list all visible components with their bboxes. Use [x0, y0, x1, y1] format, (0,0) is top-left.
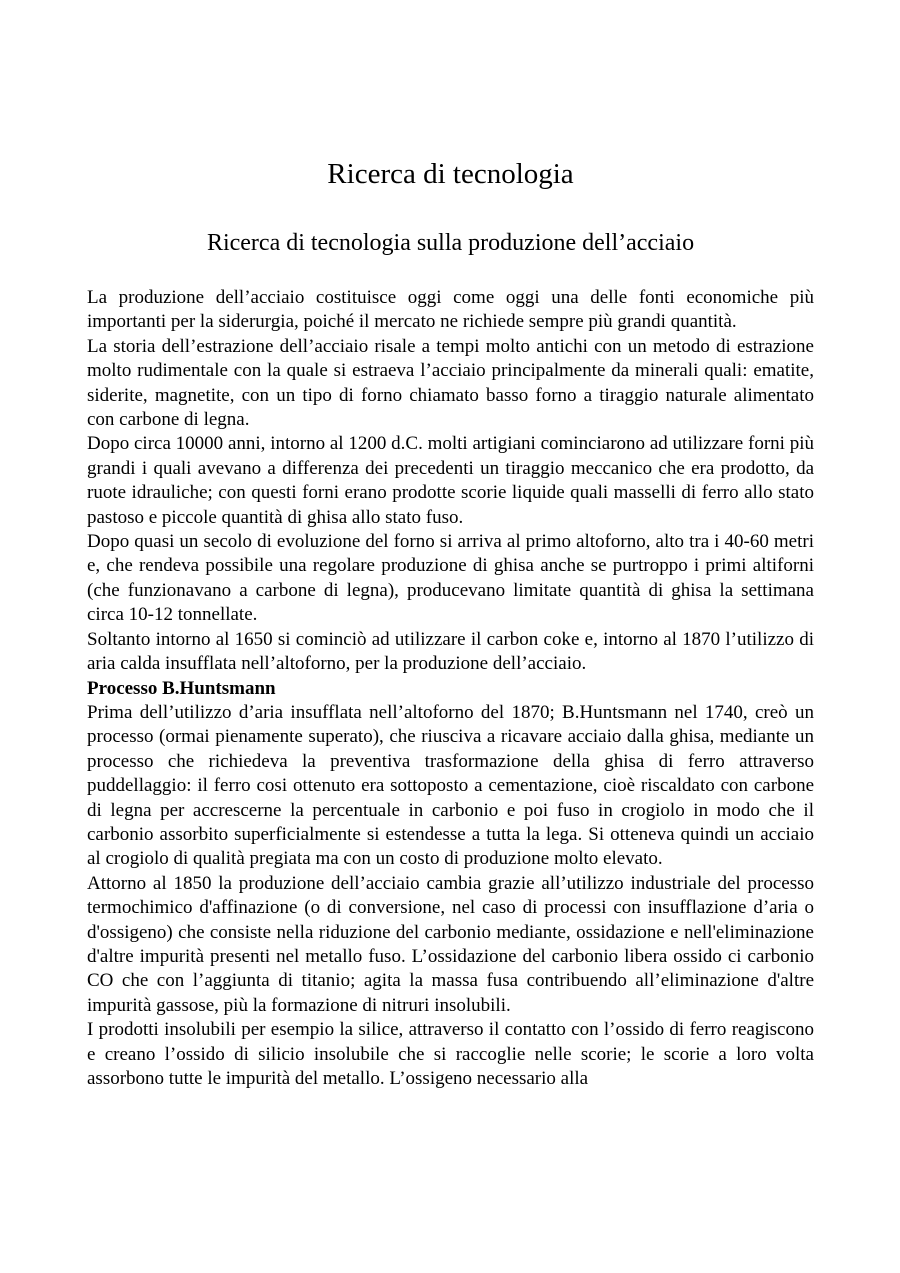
paragraph: La produzione dell’acciaio costituisce oggi come oggi una delle fonti economiche più importanti per la siderurgia, poiché il mercato ne richiede sempre più grandi quantità. [87, 287, 814, 333]
paragraph: I prodotti insolubili per esempio la silice, attraverso il contatto con l’ossido di ferro reagiscono e creano l’ossido di silicio insolubile che si raccoglie nelle scorie; le scorie a loro volta assorbono tutte le impurità del metallo. L’ossigeno necessario alla [87, 1019, 814, 1089]
paragraph: Dopo circa 10000 anni, intorno al 1200 d.C. molti artigiani cominciarono ad utilizzare forni più grandi i quali avevano a differenza dei precedenti un tiraggio meccanico che era prodotto, da ruote idrauliche; con questi forni erano prodotte scorie liquide quali masselli di ferro allo stato pastoso e piccole quantità di ghisa allo stato fuso. [87, 433, 814, 528]
paragraph: Prima dell’utilizzo d’aria insufflata nell’altoforno del 1870; B.Huntsmann nel 1740, creò un processo (ormai pienamente superato), che riusciva a ricavare acciaio dalla ghisa, mediante un processo che richiedeva la preventiva trasformazione della ghisa di ferro attraverso puddellaggio: il ferro cosi ottenuto era sottoposto a cementazione, cioè riscaldato con carbone di legna per accrescerne la percentuale in carbonio e poi fuso in crogiolo in modo che il carbonio assorbito superficialmente si estendesse a tutta la lega. Si otteneva quindi un acciaio al crogiolo di qualità pregiata ma con un costo di produzione molto elevato. [87, 701, 814, 870]
section-heading: Processo B.Huntsmann [87, 677, 276, 699]
document-body [87, 286, 814, 1091]
paragraph: Attorno al 1850 la produzione dell’acciaio cambia grazie all’utilizzo industriale del processo termochimico d'affinazione (o di conversione, nel caso di processi con insufflazione d’aria o d'ossigeno) che consiste nella riduzione del carbonio mediante, ossidazione e nell'eliminazione d'altre impurità presenti nel metallo fuso. L’ossidazione del carbonio libera ossido ci carbonio CO che con l’aggiunta di titanio; agita la massa fusa contribuendo all’eliminazione d'altre impurità gassose, più la formazione di nitruri insolubili. [87, 872, 814, 1016]
paragraph: Soltanto intorno al 1650 si cominciò ad utilizzare il carbon coke e, intorno al 1870 l’utilizzo di aria calda insufflata nell’altoforno, per la produzione dell’acciaio. [87, 628, 814, 675]
paragraph: La storia dell’estrazione dell’acciaio risale a tempi molto antichi con un metodo di estrazione molto rudimentale con la quale si estraeva l’acciaio principalmente da minerali quali: ematite, siderite, magnetite, con un tipo di forno chiamato basso forno a tiraggio naturale alimentato con carbone di legna. [87, 335, 814, 431]
document-title: Ricerca di tecnologia [327, 158, 574, 190]
document-subtitle: Ricerca di tecnologia sulla produzione dell’acciaio [206, 230, 695, 256]
paragraph: Dopo quasi un secolo di evoluzione del forno si arriva al primo altoforno, alto tra i 40-60 metri e, che rendeva possibile una regolare produzione di ghisa anche se purtroppo i primi altiforni (che funzionavano a carbone di legna), producevano limitate quantità di ghisa la settimana circa 10-12 tonnellate. [87, 531, 814, 626]
